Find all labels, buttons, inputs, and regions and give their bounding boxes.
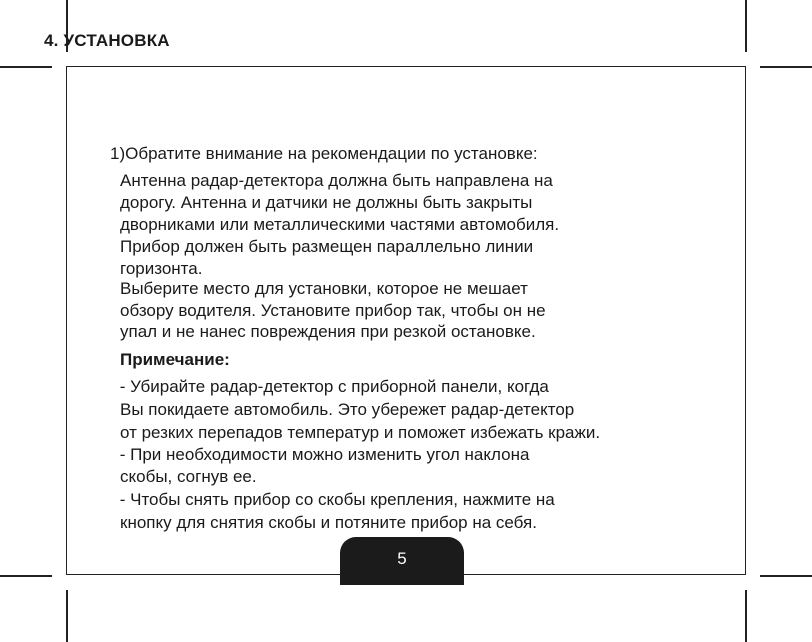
note-line: - При необходимости можно изменить угол наклона (115, 445, 530, 464)
note-line: - Чтобы снять прибор со скобы крепления, нажмите на (115, 490, 555, 509)
crop-mark-bottom-left (66, 590, 68, 642)
paragraph-line: горизонта. (120, 259, 203, 278)
paragraph-line: упал и не нанес повреждения при резкой остановке. (120, 322, 536, 341)
note-line: от резких перепадов температур и поможет избежать кражи. (120, 423, 601, 442)
crop-mark-bottom-right (745, 590, 747, 642)
paragraph-line: Выберите место для установки, которое не мешает (120, 279, 528, 298)
note-line: скобы, согнув ее. (120, 467, 257, 486)
paragraph-line: Антенна радар-детектора должна быть направлена на (120, 171, 553, 190)
paragraph-line: дорогу. Антенна и датчики не должны быть закрыты (120, 193, 533, 212)
crop-mark-top-right (745, 0, 747, 52)
section-heading: 4. УСТАНОВКА (44, 31, 170, 50)
note-line: кнопку для снятия скобы и потяните прибор на себя. (120, 513, 537, 532)
paragraph-line: обзору водителя. Установите прибор так, чтобы он не (120, 301, 546, 320)
crop-mark-left-top (0, 66, 52, 68)
intro-line: 1)Обратите внимание на рекомендации по установке: (110, 144, 538, 163)
note-line: Вы покидаете автомобиль. Это убережет радар-детектор (120, 400, 575, 419)
note-line: - Убирайте радар-детектор с приборной панели, когда (115, 377, 549, 396)
crop-mark-left-bottom (0, 575, 52, 577)
page-number: 5 (397, 549, 407, 568)
paragraph-line: Прибор должен быть размещен параллельно линии (120, 237, 534, 256)
crop-mark-right-bottom (760, 575, 812, 577)
paragraph-line: дворниками или металлическими частями автомобиля. (120, 215, 560, 234)
page-number-tab (340, 537, 464, 585)
crop-mark-right-top (760, 66, 812, 68)
note-title: Примечание: (120, 350, 230, 369)
